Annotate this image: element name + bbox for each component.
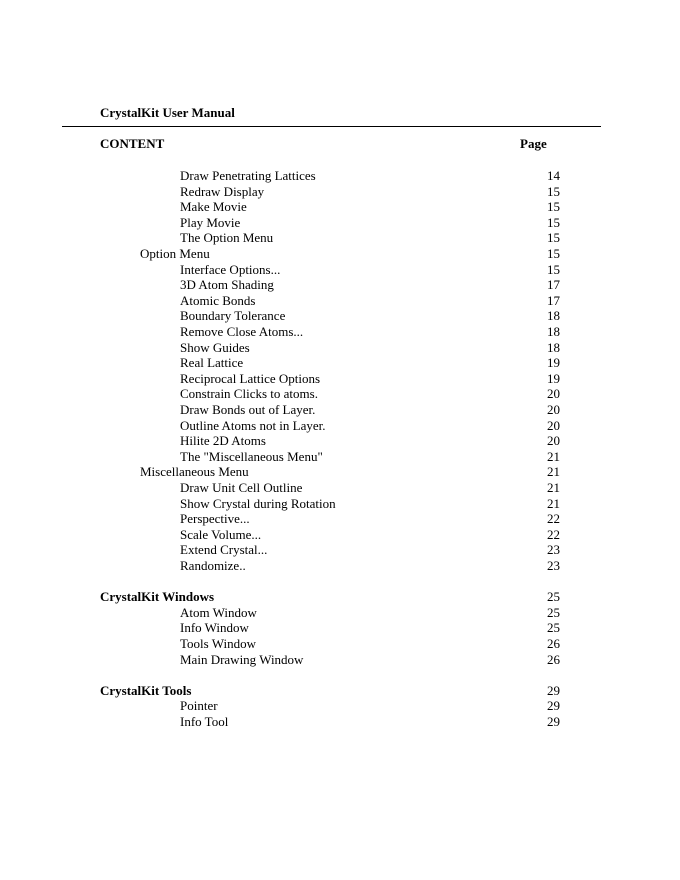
toc-entry — [0, 652, 680, 668]
toc-entry — [0, 340, 680, 356]
toc-entry — [0, 277, 680, 293]
toc-entry-page: 18 — [547, 324, 560, 339]
toc-entry-title: Scale Volume... — [180, 527, 262, 542]
toc-entry-page: 29 — [547, 714, 560, 729]
toc-entry-page: 15 — [547, 184, 560, 199]
toc-entry-page: 20 — [547, 402, 560, 417]
toc-entry-title: Show Guides — [180, 340, 250, 355]
toc-entry-title: Real Lattice — [180, 355, 244, 370]
toc-entry — [0, 324, 680, 340]
toc-entry-title: Draw Penetrating Lattices — [180, 168, 316, 183]
toc-entry-page: 21 — [547, 449, 560, 464]
toc-section-heading — [0, 589, 680, 605]
toc-entry-page: 15 — [547, 262, 560, 277]
toc-entry-page: 15 — [547, 215, 560, 230]
page-column-heading: Page — [520, 136, 547, 151]
toc-entry-page: 25 — [547, 589, 560, 604]
toc-entry-title: Tools Window — [180, 636, 256, 651]
toc-entry — [0, 199, 680, 215]
toc-entry-title: Show Crystal during Rotation — [180, 496, 336, 511]
toc-entry — [0, 215, 680, 231]
toc-entry-page: 23 — [547, 542, 560, 557]
toc-entry-title: Perspective... — [180, 511, 250, 526]
toc-entry — [0, 558, 680, 574]
toc-entry — [0, 714, 680, 730]
toc-entry — [0, 496, 680, 512]
toc-entry — [0, 449, 680, 465]
toc-entry — [0, 433, 680, 449]
toc-entry — [0, 418, 680, 434]
toc-entry-page: 14 — [547, 168, 560, 183]
toc-entry-page: 22 — [547, 511, 560, 526]
toc-entry — [0, 308, 680, 324]
toc-entry-title: Option Menu — [140, 246, 210, 261]
toc-entry-title: Interface Options... — [180, 262, 281, 277]
toc-entry-page: 15 — [547, 230, 560, 245]
toc-entry-title: Info Window — [180, 620, 249, 635]
toc-entry — [0, 168, 680, 184]
toc-entry-page: 21 — [547, 480, 560, 495]
toc-entry — [0, 230, 680, 246]
toc-entry-title: Draw Bonds out of Layer. — [180, 402, 316, 417]
toc-entry-page: 18 — [547, 308, 560, 323]
toc-entry-title: Boundary Tolerance — [180, 308, 286, 323]
toc-section-heading — [0, 683, 680, 699]
toc-entry-title: CrystalKit Windows — [100, 589, 215, 604]
toc-entry-page: 29 — [547, 683, 560, 698]
toc-entry-title: Outline Atoms not in Layer. — [180, 418, 326, 433]
toc-entry-title: Extend Crystal... — [180, 542, 268, 557]
toc-entry-page: 22 — [547, 527, 560, 542]
toc-entry-title: Atom Window — [180, 605, 257, 620]
toc-entry-title: CrystalKit Tools — [100, 683, 192, 698]
toc-entry-title: Randomize.. — [180, 558, 246, 573]
toc-entry — [0, 620, 680, 636]
toc-entry-title: Info Tool — [180, 714, 229, 729]
toc-entry-page: 20 — [547, 386, 560, 401]
toc-entry-page: 21 — [547, 464, 560, 479]
toc-entry-page: 17 — [547, 293, 560, 308]
toc-entry-title: Draw Unit Cell Outline — [180, 480, 303, 495]
toc-entry-title: Miscellaneous Menu — [140, 464, 249, 479]
toc-entry-title: 3D Atom Shading — [180, 277, 274, 292]
toc-entry — [0, 511, 680, 527]
toc-entry-title: Remove Close Atoms... — [180, 324, 304, 339]
toc-entry — [0, 480, 680, 496]
toc-entry-page: 23 — [547, 558, 560, 573]
toc-entry-title: Reciprocal Lattice Options — [180, 371, 321, 386]
toc-entry-title: Main Drawing Window — [180, 652, 304, 667]
toc-entry — [0, 605, 680, 621]
toc-entry — [0, 262, 680, 278]
toc-entry-page: 18 — [547, 340, 560, 355]
toc-entry — [0, 402, 680, 418]
toc-entry-title: Hilite 2D Atoms — [180, 433, 266, 448]
toc-entry — [0, 464, 680, 480]
toc-entry — [0, 355, 680, 371]
toc-entry-title: The "Miscellaneous Menu" — [180, 449, 323, 464]
toc-entry — [0, 527, 680, 543]
toc-entry-page: 20 — [547, 418, 560, 433]
toc-entry — [0, 246, 680, 262]
content-column-heading: CONTENT — [100, 136, 165, 151]
toc-entry-page: 25 — [547, 620, 560, 635]
toc-entry-page: 26 — [547, 652, 560, 667]
toc-entry — [0, 542, 680, 558]
toc-entry — [0, 293, 680, 309]
toc-entry-title: Make Movie — [180, 199, 247, 214]
toc-entry-page: 15 — [547, 246, 560, 261]
toc-entry — [0, 636, 680, 652]
toc-entry-page: 19 — [547, 355, 560, 370]
toc-entry — [0, 184, 680, 200]
toc-entry-page: 25 — [547, 605, 560, 620]
toc-entry-title: Pointer — [180, 698, 218, 713]
toc-entry-page: 15 — [547, 199, 560, 214]
toc-entry-page: 29 — [547, 698, 560, 713]
toc-entry-page: 20 — [547, 433, 560, 448]
toc-entry-title: Play Movie — [180, 215, 241, 230]
toc-entry-page: 26 — [547, 636, 560, 651]
document-title: CrystalKit User Manual — [100, 105, 235, 120]
toc-entry-page: 19 — [547, 371, 560, 386]
toc-entry-page: 21 — [547, 496, 560, 511]
toc-entry-title: The Option Menu — [180, 230, 274, 245]
toc-entry-title: Atomic Bonds — [180, 293, 256, 308]
toc-entry — [0, 371, 680, 387]
toc-entry-title: Redraw Display — [180, 184, 265, 199]
toc-entry — [0, 698, 680, 714]
toc-entry-title: Constrain Clicks to atoms. — [180, 386, 318, 401]
toc-entry-page: 17 — [547, 277, 560, 292]
toc-entry — [0, 386, 680, 402]
